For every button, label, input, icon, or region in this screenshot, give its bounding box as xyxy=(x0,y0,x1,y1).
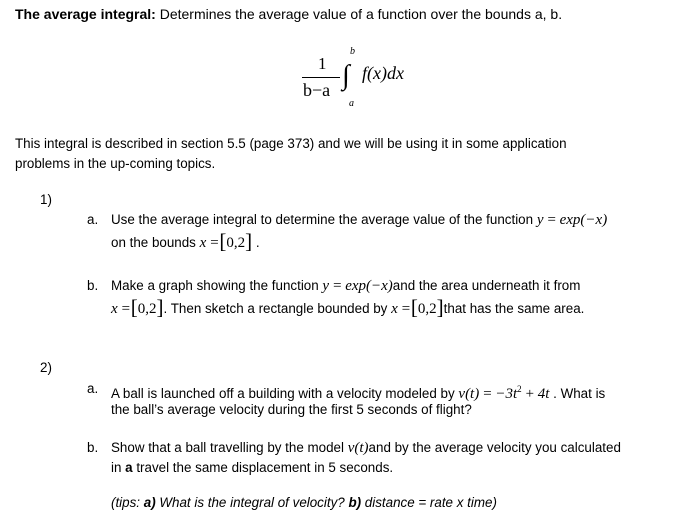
problem-1a-text-2: on the bounds xyxy=(111,235,196,250)
problem-1-number: 1) xyxy=(40,192,52,207)
tips-text-b: distance = rate x time) xyxy=(361,495,497,510)
integral-sign: ∫ xyxy=(342,60,350,91)
problem-1b-bounds-range: 0,2 xyxy=(137,301,157,317)
problem-1b-text-3: that has the same area. xyxy=(443,301,585,316)
problem-2a-velocity-exponent: 2 xyxy=(517,384,522,394)
problem-2b-text-1: Show that a ball travelling by the model xyxy=(111,440,344,455)
formula-numerator: 1 xyxy=(318,54,327,73)
heading-text: Determines the average value of a function over the bounds a, b. xyxy=(155,6,563,22)
tips-open: (tips: xyxy=(111,495,144,510)
heading-line xyxy=(15,6,562,22)
problem-2a-line-2: the ball’s average velocity during the first 5 seconds of flight? xyxy=(111,402,472,417)
intro-line-1: This integral is described in section 5.5 (page 373) and we will be using it in some application xyxy=(15,136,567,151)
problem-1a-line-1 xyxy=(111,210,607,230)
problem-2-number: 2) xyxy=(40,360,52,375)
tips-label-b: b) xyxy=(348,495,362,510)
problem-2b-letter: b. xyxy=(87,440,99,455)
problem-1a-text-1: Use the average integral to determine the average value of the function xyxy=(111,212,534,227)
problem-1a-bounds-var: x = xyxy=(199,235,220,251)
problem-1a-letter: a. xyxy=(87,212,99,227)
problem-1a-period: . xyxy=(252,235,260,250)
lower-limit: a xyxy=(349,98,354,109)
problem-2b-model: v(t) xyxy=(347,440,369,456)
problem-2a-text-1b: . What is xyxy=(549,386,606,401)
problem-2a-velocity-lhs: v(t) = −3t xyxy=(458,386,518,402)
problem-1a-line-2: on the bounds x =[0,2] . xyxy=(111,229,260,253)
problem-2b-text-1b: and by the average velocity you calculated xyxy=(368,440,621,455)
intro-line-2: problems in the up-coming topics. xyxy=(15,156,216,171)
fraction-bar xyxy=(302,77,340,78)
problem-1b-text-1: Make a graph showing the function xyxy=(111,278,319,293)
problem-1b-line-2: x =[0,2]. Then sketch a rectangle bounded by x =[0,2]that has the same area. xyxy=(111,295,585,319)
problem-2b-line-2 xyxy=(111,458,393,478)
formula-denominator: b−a xyxy=(303,80,331,100)
heading-bold-label: The average integral: xyxy=(15,6,156,22)
problem-1a-function: y = exp(−x) xyxy=(536,212,608,228)
problem-1a-bounds-range: 0,2 xyxy=(226,235,246,251)
problem-2b-line-2-post: travel the same displacement in 5 seconds. xyxy=(132,460,394,475)
problem-2b-line-2-pre: in xyxy=(111,460,126,475)
problem-2b-line-1 xyxy=(111,438,621,458)
tips-label-a: a) xyxy=(143,495,156,510)
problem-2a-velocity-rhs: + 4t xyxy=(521,386,550,402)
problem-1b-letter: b. xyxy=(87,278,99,293)
problem-1b-line-1 xyxy=(111,276,580,296)
problem-1b-text-2: . Then sketch a rectangle bounded by xyxy=(163,301,388,316)
problem-1b-text-1b: and the area underneath it from xyxy=(392,278,581,293)
integrand: f(x)dx xyxy=(362,63,404,83)
problem-1b-rect-var: x = xyxy=(391,301,411,317)
upper-limit: b xyxy=(350,46,355,57)
problem-2b-line-2-bold: a xyxy=(125,460,133,475)
problem-1b-rect-range: 0,2 xyxy=(417,301,437,317)
problem-1b-bounds-var: x = xyxy=(111,301,131,317)
tips-line xyxy=(111,493,497,513)
problem-1b-function: y = exp(−x) xyxy=(322,278,393,294)
problem-2a-text-1: A ball is launched off a building with a velocity modeled by xyxy=(111,386,455,401)
problem-2a-letter: a. xyxy=(87,381,99,396)
tips-text-a: What is the integral of velocity? xyxy=(155,495,349,510)
